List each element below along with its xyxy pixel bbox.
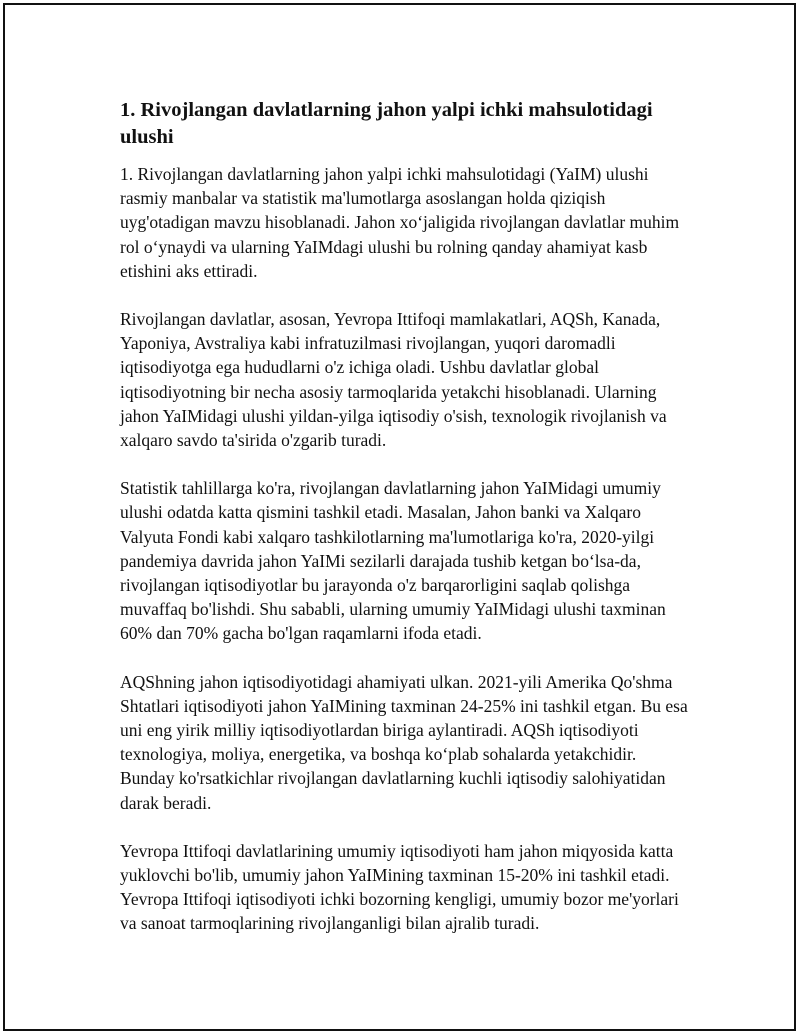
paragraph-eu: Yevropa Ittifoqi davlatlarining umumiy iqtisodiyoti ham jahon miqyosida katta yuklovchi bo'lib, umumiy jahon YaIMining taxminan 15-20% ini tashkil etadi. Yevropa Ittifoqi iqtisodiyoti ichki bozorning kengligi, umumiy bozor me'yorlari va sanoat tarmoqlarining rivojlanganligi bilan ajralib turadi. [120,840,679,934]
document-page [3,3,796,1031]
document-content [120,97,695,960]
paragraph-statistics: Statistik tahlillarga ko'ra, rivojlangan davlatlarning jahon YaIMidagi umumiy ulushi odatda katta qismini tashkil etadi. Masalan, Jahon banki va Xalqaro Valyuta Fondi kabi xalqaro tashkilotlarning ma'lumotlariga ko'ra, 2020-yilgi pandemiya davrida jahon YaIMi sezilarli darajada tushib ketgan bo‘lsa-da, rivojlangan iqtisodiyotlar bu jarayonda o'z barqarorligini saqlab qolishga muvaffaq bo'lishdi. Shu sababli, ularning umumiy YaIMidagi ulushi taxminan 60% dan 70% gacha bo'lgan raqamlarni ifoda etadi. [120,478,666,644]
paragraph-developed-countries: Rivojlangan davlatlar, asosan, Yevropa Ittifoqi mamlakatlari, AQSh, Kanada, Yaponiya, Avstraliya kabi infratuzilmasi rivojlangan, yuqori daromadli iqtisodiyotga ega hududlarni o'z ichiga oladi. Ushbu davlatlar global iqtisodiyotning bir necha asosiy tarmoqlarida yetakchi hisoblanadi. Ularning jahon YaIMidagi ulushi yildan-yilga iqtisodiy o'sish, texnologik rivojlanish va xalqaro savdo ta'sirida o'zgarib turadi. [120,309,667,451]
paragraph-usa: AQShning jahon iqtisodiyotidagi ahamiyati ulkan. 2021-yili Amerika Qo'shma Shtatlari iqtisodiyoti jahon YaIMining taxminan 24-25% ini tashkil etgan. Bu esa uni eng yirik milliy iqtisodiyotlardan biriga aylantiradi. AQSh iqtisodiyoti texnologiya, moliya, energetika, va boshqa ko‘plab sohalarda yetakchidir. Bunday ko'rsatkichlar rivojlangan davlatlarning kuchli iqtisodiy salohiyatidan darak beradi. [120,671,688,813]
paragraph-intro: 1. Rivojlangan davlatlarning jahon yalpi ichki mahsulotidagi (YaIM) ulushi rasmiy manbalar va statistik ma'lumotlarga asoslangan holda qiziqish uyg'otadigan mavzu hisoblanadi. Jahon xo‘jaligida rivojlangan davlatlar muhim rol o‘ynaydi va ularning YaIMdagi ulushi bu rolning qanday ahamiyat kasb etishini aks ettiradi. [120,164,680,281]
section-heading: 1. Rivojlangan davlatlarning jahon yalpi ichki mahsulotidagi ulushi [120,99,653,148]
